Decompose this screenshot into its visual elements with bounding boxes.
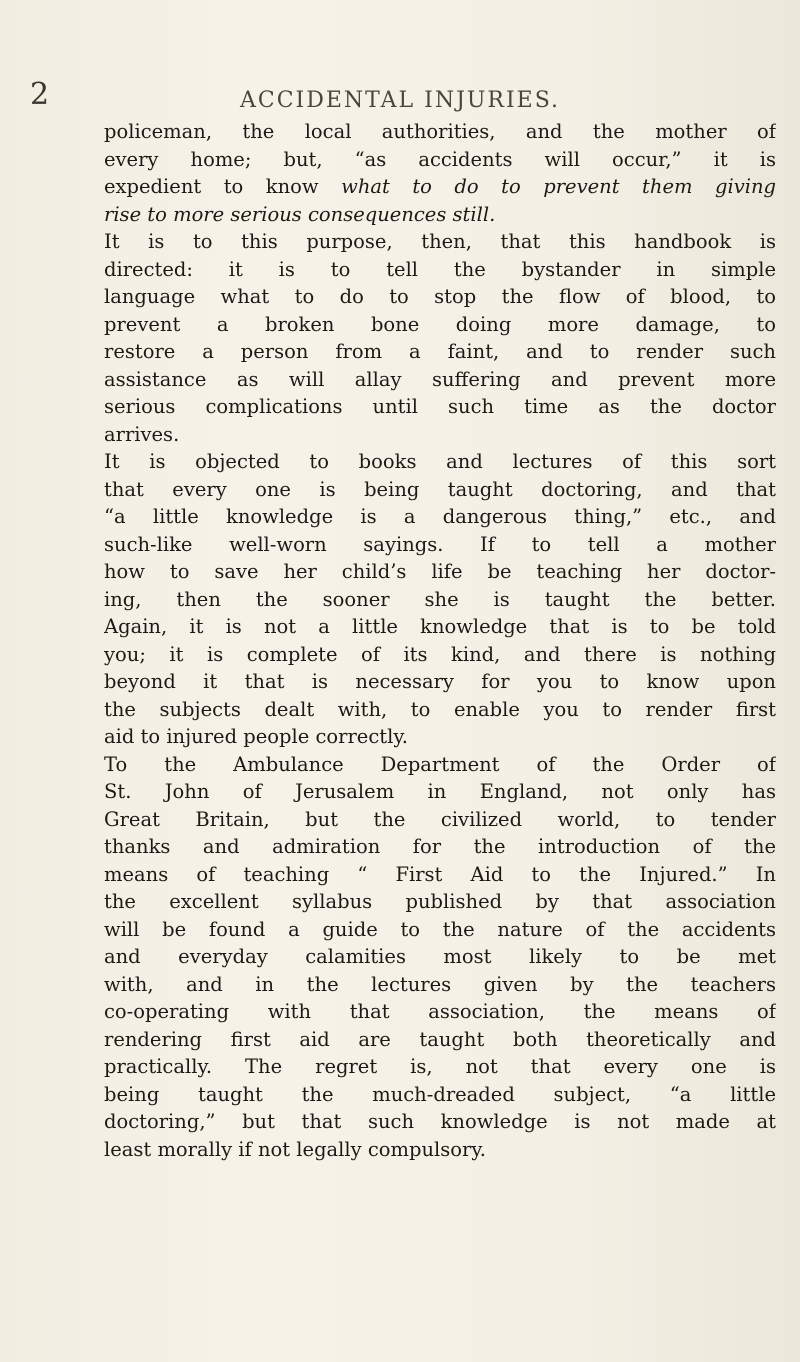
text-line <box>104 1081 776 1109</box>
text-segment: restore a person from a faint, and to render such <box>104 340 776 363</box>
text-line <box>104 888 776 916</box>
text-line <box>104 668 776 696</box>
text-line <box>104 503 776 531</box>
text-segment: policeman, the local authorities, and the mother of <box>104 120 776 143</box>
text-segment: “a little knowledge is a dangerous thing,” etc., and <box>104 505 776 528</box>
text-line <box>104 778 776 806</box>
text-line <box>104 696 776 724</box>
text-line <box>104 393 776 421</box>
text-segment: doctoring,” but that such knowledge is not made at <box>104 1110 776 1133</box>
text-segment: arrives. <box>104 422 180 446</box>
text-line <box>104 173 776 201</box>
text-line <box>104 338 776 366</box>
text-segment: assistance as will allay suffering and prevent more <box>104 367 776 391</box>
text-segment: It is objected to books and lectures of this sort <box>104 450 776 473</box>
text-segment: such-like well-worn sayings. If to tell a mother <box>104 532 776 556</box>
text-line <box>104 1026 776 1054</box>
text-segment: To the Ambulance Department of the Order of <box>104 752 776 776</box>
text-line <box>104 998 776 1026</box>
text-segment: least morally if not legally compulsory. <box>104 1137 486 1161</box>
text-line <box>104 586 776 614</box>
text-line <box>104 558 776 586</box>
text-line <box>104 448 776 476</box>
text-line <box>104 641 776 669</box>
text-line <box>104 366 776 394</box>
text-segment: with, and in the lectures given by the teachers <box>104 972 776 996</box>
text-segment: the subjects dealt with, to enable you to render first <box>104 697 776 721</box>
text-line <box>104 916 776 944</box>
text-segment: ing, then the sooner she is taught the better. <box>104 587 776 611</box>
text-segment: prevent a broken bone doing more damage, to <box>104 312 776 336</box>
text-segment: thanks and admiration for the introduction of the <box>104 835 776 858</box>
text-line <box>104 421 776 449</box>
text-segment: serious complications until such time as the doctor <box>104 395 776 418</box>
running-head: ACCIDENTAL INJURIES. <box>239 88 561 113</box>
text-segment: the excellent syllabus published by that association <box>104 890 776 913</box>
text-segment: Again, it is not a little knowledge that is to be told <box>104 615 776 638</box>
text-segment: means of teaching “ First Aid to the Injured.” In <box>104 862 776 886</box>
text-line <box>104 1053 776 1081</box>
text-line <box>104 723 776 751</box>
text-segment: It is to this purpose, then, that this handbook is <box>104 230 776 253</box>
text-line <box>104 531 776 559</box>
text-line <box>104 613 776 641</box>
text-line <box>104 971 776 999</box>
text-line <box>104 311 776 339</box>
text-segment: directed: it is to tell the bystander in simple <box>104 257 776 281</box>
page-number: 2 <box>30 77 50 112</box>
text-segment: how to save her child’s life be teaching her doctor- <box>104 560 776 583</box>
text-segment: practically. The regret is, not that every one is <box>104 1055 776 1078</box>
body-text <box>104 118 776 1163</box>
text-segment: expedient to know <box>104 175 342 198</box>
text-segment: that every one is being taught doctoring, and that <box>104 477 776 501</box>
text-segment: rendering first aid are taught both theoretically and <box>104 1027 776 1051</box>
text-line <box>104 118 776 146</box>
text-line <box>104 283 776 311</box>
text-line <box>104 476 776 504</box>
text-segment: Great Britain, but the civilized world, to tender <box>104 807 776 831</box>
text-segment: beyond it that is necessary for you to know upon <box>104 670 776 693</box>
text-line <box>104 146 776 174</box>
italic-text-segment: rise to more serious consequences still. <box>104 202 496 226</box>
text-line <box>104 201 776 229</box>
text-segment: and everyday calamities most likely to be met <box>104 945 776 968</box>
text-line <box>104 1108 776 1136</box>
text-line <box>104 943 776 971</box>
text-segment: language what to do to stop the flow of blood, to <box>104 285 776 308</box>
italic-text-segment: what to do to prevent them giving <box>341 175 776 198</box>
text-segment: aid to injured people correctly. <box>104 725 408 748</box>
text-line <box>104 256 776 284</box>
text-line <box>104 833 776 861</box>
text-line <box>104 861 776 889</box>
text-segment: every home; but, “as accidents will occur,” it is <box>104 147 776 171</box>
text-line <box>104 751 776 779</box>
page-header <box>0 77 800 114</box>
text-segment: will be found a guide to the nature of the accidents <box>104 917 776 941</box>
text-segment: being taught the much-dreaded subject, “a little <box>104 1082 776 1106</box>
text-segment: you; it is complete of its kind, and there is nothing <box>104 642 776 666</box>
text-line <box>104 806 776 834</box>
text-segment: St. John of Jerusalem in England, not only has <box>104 780 776 803</box>
text-line <box>104 1136 776 1164</box>
text-segment: co-operating with that association, the means of <box>104 1000 776 1023</box>
text-line <box>104 228 776 256</box>
